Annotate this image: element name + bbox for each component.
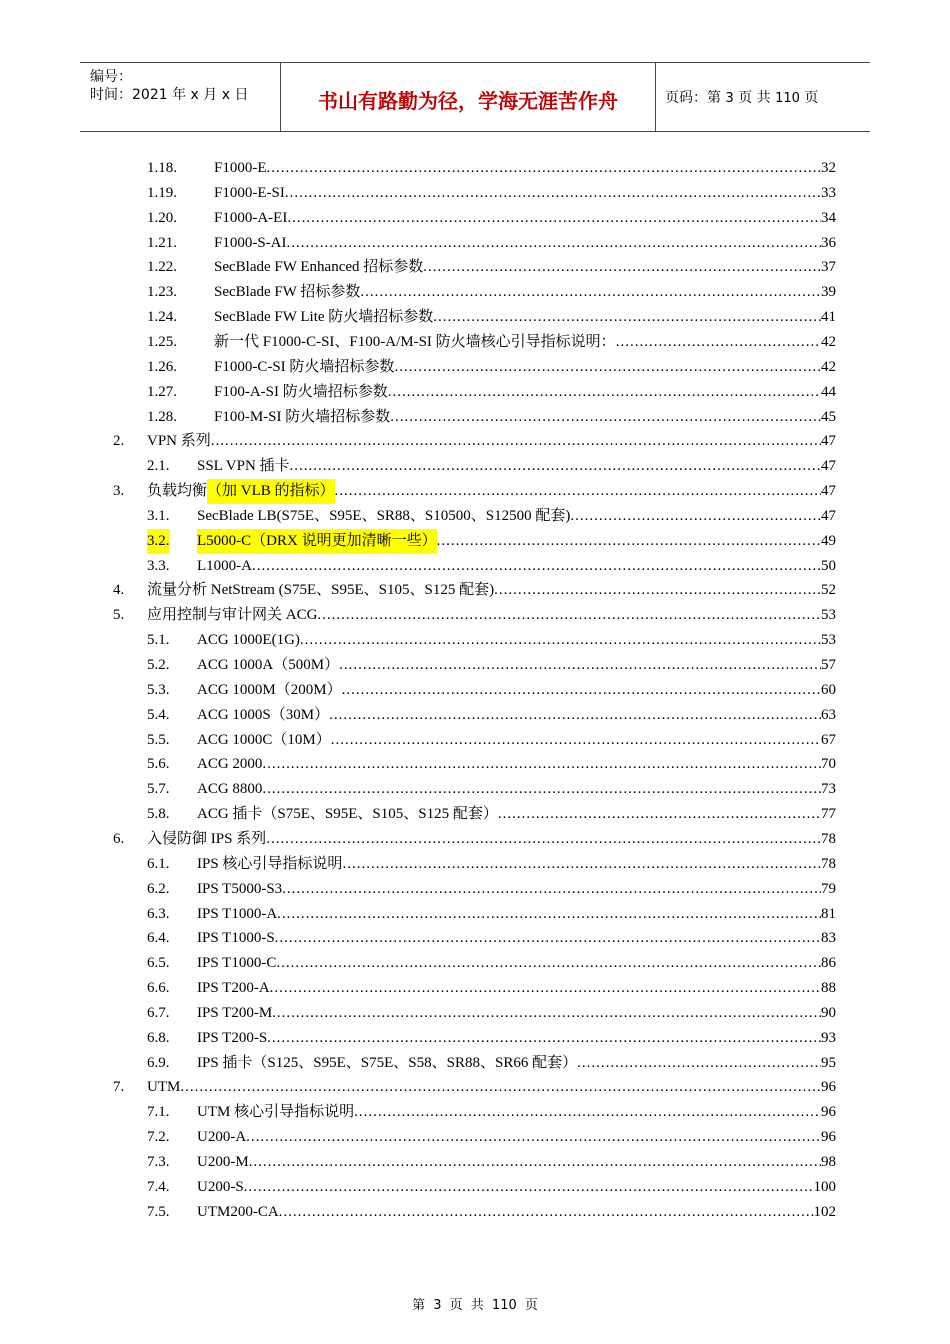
toc-number: 7.1. bbox=[147, 1104, 170, 1121]
toc-title-line bbox=[197, 777, 836, 802]
toc-title: ACG 1000S（30M） bbox=[197, 706, 330, 723]
toc-title-line bbox=[197, 1150, 836, 1175]
toc-leader-dots bbox=[388, 380, 821, 405]
toc-number: 1.18. bbox=[147, 160, 177, 176]
toc-leader-dots bbox=[342, 852, 821, 877]
toc-page-number: 39 bbox=[821, 284, 836, 301]
toc-entry[interactable] bbox=[0, 1051, 950, 1076]
toc-title: SecBlade LB(S75E、S95E、SR88、S10500、S12500 配套) bbox=[197, 507, 571, 524]
toc-number: 7.4. bbox=[147, 1178, 170, 1195]
toc-number: 7.2. bbox=[147, 1129, 170, 1146]
toc-number: 1.27. bbox=[147, 383, 177, 400]
toc-page-number: 90 bbox=[821, 1004, 836, 1021]
toc-page-number: 42 bbox=[821, 358, 836, 375]
toc-page-number: 34 bbox=[821, 209, 836, 226]
toc-page-number: 45 bbox=[821, 408, 836, 425]
toc-leader-dots bbox=[246, 1125, 821, 1150]
toc-number: 6.6. bbox=[147, 980, 170, 997]
toc-title-line bbox=[197, 728, 836, 753]
toc-page-number: 95 bbox=[821, 1054, 836, 1071]
toc-page-number: 81 bbox=[821, 905, 836, 922]
toc-leader-dots bbox=[276, 951, 821, 976]
toc-page-number: 53 bbox=[821, 607, 836, 624]
toc-leader-dots bbox=[262, 752, 821, 777]
toc-leader-dots bbox=[394, 355, 821, 380]
toc-page-number: 70 bbox=[821, 756, 836, 773]
toc-title-line bbox=[147, 429, 836, 454]
toc-leader-dots bbox=[272, 1001, 821, 1026]
page-prefix: 页码：第 bbox=[665, 90, 721, 106]
toc-title: F100-M-SI 防火墙招标参数 bbox=[214, 408, 391, 425]
toc-number: 3.1. bbox=[147, 507, 170, 524]
toc-title: UTM200-CA bbox=[197, 1203, 279, 1220]
toc-page-number: 102 bbox=[813, 1203, 836, 1220]
toc-number: 3. bbox=[113, 483, 125, 500]
toc-page-number: 49 bbox=[821, 532, 836, 549]
toc-title-line bbox=[214, 231, 836, 256]
toc-title: SSL VPN 插卡 bbox=[197, 458, 290, 475]
toc-title: SecBlade FW 招标参数 bbox=[214, 284, 361, 301]
toc-entry[interactable] bbox=[0, 305, 950, 330]
header-page-info bbox=[665, 87, 818, 107]
toc-title-line bbox=[197, 1175, 836, 1200]
toc-title-line bbox=[147, 603, 836, 628]
toc-leader-dots bbox=[279, 1200, 814, 1225]
toc-leader-dots bbox=[290, 454, 821, 479]
toc-title-line bbox=[197, 1200, 836, 1225]
toc-number: 1.20. bbox=[147, 209, 177, 226]
toc-entry[interactable] bbox=[0, 1125, 950, 1150]
toc-number: 5.8. bbox=[147, 806, 170, 823]
toc-page-number: 78 bbox=[821, 830, 836, 847]
toc-entry[interactable] bbox=[0, 777, 950, 802]
toc-title: U200-A bbox=[197, 1129, 247, 1146]
toc-number: 6.4. bbox=[147, 930, 170, 947]
toc-number: 5.1. bbox=[147, 632, 170, 649]
toc-entry[interactable] bbox=[0, 752, 950, 777]
toc-number: 1.22. bbox=[147, 259, 177, 276]
toc-entry[interactable] bbox=[0, 976, 950, 1001]
page-header bbox=[80, 62, 870, 132]
toc-number: 6.1. bbox=[147, 855, 170, 872]
toc-entry[interactable] bbox=[0, 255, 950, 280]
toc-title: ACG 8800 bbox=[197, 781, 263, 798]
page-middle: 页 共 bbox=[738, 90, 771, 106]
toc-page-number: 78 bbox=[821, 855, 836, 872]
toc-title: 新一代 F1000-C-SI、F100-A/M-SI 防火墙核心引导指标说明： bbox=[214, 333, 616, 350]
toc-title-line bbox=[197, 926, 836, 951]
toc-number: 7.3. bbox=[147, 1154, 170, 1170]
toc-title: SecBlade FW Enhanced 招标参数 bbox=[214, 259, 424, 276]
toc-entry[interactable] bbox=[0, 181, 950, 206]
toc-title: IPS T200-A bbox=[197, 980, 270, 997]
toc-leader-dots bbox=[262, 777, 821, 802]
toc-page-number: 63 bbox=[821, 706, 836, 723]
toc-entry[interactable] bbox=[0, 156, 950, 181]
header-page-cell bbox=[655, 63, 870, 131]
toc-title: ACG 插卡（S75E、S95E、S105、S125 配套） bbox=[197, 806, 498, 823]
toc-page-number: 60 bbox=[821, 681, 836, 698]
toc-title-line bbox=[214, 255, 836, 280]
toc-title: IPS T5000-S3 bbox=[197, 880, 283, 897]
toc-title-line bbox=[197, 454, 836, 479]
toc-entry[interactable] bbox=[0, 603, 950, 628]
toc-entry[interactable] bbox=[0, 529, 950, 554]
toc-leader-dots bbox=[616, 330, 821, 355]
toc-number: 6.9. bbox=[147, 1054, 170, 1071]
toc-leader-dots bbox=[329, 703, 821, 728]
toc-entry[interactable] bbox=[0, 1075, 950, 1100]
toc-entry[interactable] bbox=[0, 951, 950, 976]
toc-page-number: 73 bbox=[821, 781, 836, 798]
toc-title: ACG 1000A（500M） bbox=[197, 657, 340, 673]
toc-title-line bbox=[197, 678, 836, 703]
toc-leader-dots bbox=[577, 1051, 821, 1076]
toc-title: 入侵防御 IPS 系列 bbox=[147, 830, 267, 847]
toc-entry[interactable] bbox=[0, 628, 950, 653]
toc-leader-dots bbox=[570, 504, 821, 529]
toc-entry[interactable] bbox=[0, 728, 950, 753]
toc-page-number: 47 bbox=[821, 507, 836, 524]
toc-leader-dots bbox=[267, 1026, 821, 1051]
toc-page-number: 41 bbox=[821, 309, 836, 326]
toc-entry[interactable] bbox=[0, 1175, 950, 1200]
toc-leader-dots bbox=[282, 877, 821, 902]
toc-number: 5. bbox=[113, 607, 125, 624]
toc-entry[interactable] bbox=[0, 578, 950, 603]
toc-entry[interactable] bbox=[0, 653, 950, 678]
toc-title: IPS T1000-C bbox=[197, 955, 277, 972]
toc-title-line bbox=[197, 1125, 836, 1150]
toc-page-number: 52 bbox=[821, 582, 836, 599]
toc-title-line bbox=[147, 1075, 836, 1100]
toc-page-number: 67 bbox=[821, 731, 836, 748]
toc-page-number: 47 bbox=[821, 458, 836, 475]
toc-page-number: 98 bbox=[821, 1154, 836, 1170]
toc-leader-dots bbox=[360, 280, 821, 305]
toc-leader-dots bbox=[211, 429, 821, 454]
toc-number: 2. bbox=[113, 433, 125, 450]
toc-entry[interactable] bbox=[0, 405, 950, 430]
toc-title-line bbox=[197, 1051, 836, 1076]
toc-number: 1.25. bbox=[147, 333, 177, 350]
toc-entry[interactable] bbox=[0, 206, 950, 231]
toc-entry[interactable] bbox=[0, 1026, 950, 1051]
toc-leader-dots bbox=[267, 156, 822, 181]
toc-leader-dots bbox=[317, 603, 821, 628]
toc-title-line bbox=[214, 156, 836, 181]
toc-title-line bbox=[197, 902, 836, 927]
toc-entry[interactable] bbox=[0, 1100, 950, 1125]
toc-number: 6.8. bbox=[147, 1029, 170, 1046]
toc-title-note: （加 VLB 的指标） bbox=[207, 479, 335, 504]
toc-leader-dots bbox=[390, 405, 821, 430]
toc-leader-dots bbox=[287, 206, 821, 231]
toc-page-number: 44 bbox=[821, 383, 836, 400]
toc-title-line bbox=[214, 206, 836, 231]
toc-number: 1.26. bbox=[147, 358, 177, 375]
header-motto-cell bbox=[280, 63, 656, 131]
toc-leader-dots bbox=[277, 902, 821, 927]
toc-leader-dots bbox=[249, 1150, 821, 1175]
toc-title: UTM 核心引导指标说明 bbox=[197, 1104, 355, 1121]
toc-entry[interactable] bbox=[0, 330, 950, 355]
toc-title-line bbox=[197, 628, 836, 653]
toc-number: 6.3. bbox=[147, 905, 170, 922]
time-label: 时间：2021 年 x 月 x 日 bbox=[90, 87, 249, 103]
toc-page-number: 53 bbox=[821, 632, 836, 649]
toc-number: 6.7. bbox=[147, 1004, 170, 1021]
toc-title: ACG 1000E(1G) bbox=[197, 632, 300, 649]
toc-title-line bbox=[197, 1001, 836, 1026]
toc-title-line bbox=[197, 653, 836, 678]
toc-title-line bbox=[214, 405, 836, 430]
toc-page-number: 50 bbox=[821, 557, 836, 574]
toc-title: 流量分析 NetStream (S75E、S95E、S105、S125 配套) bbox=[147, 582, 495, 599]
toc-number: 5.5. bbox=[147, 731, 170, 748]
toc-number: 5.6. bbox=[147, 756, 170, 773]
toc-number: 1.23. bbox=[147, 284, 177, 301]
toc-title: F100-A-SI 防火墙招标参数 bbox=[214, 383, 388, 400]
toc-leader-dots bbox=[498, 802, 821, 827]
toc-title: IPS 插卡（S125、S95E、S75E、S58、SR88、SR66 配套） bbox=[197, 1054, 578, 1071]
toc-page-number: 33 bbox=[821, 184, 836, 201]
toc-page-number: 86 bbox=[821, 955, 836, 972]
toc-leader-dots bbox=[300, 628, 821, 653]
page-footer: 第 3 页 共 110 页 bbox=[412, 1298, 538, 1313]
toc-page-number: 88 bbox=[821, 980, 836, 997]
toc-title-line bbox=[197, 877, 836, 902]
toc-title: L5000-C（DRX 说明更加清晰一些） bbox=[197, 529, 437, 554]
toc-title-line bbox=[214, 380, 836, 405]
toc-title-line bbox=[197, 1100, 836, 1125]
toc-title-line bbox=[147, 827, 836, 852]
toc-number: 1.19. bbox=[147, 184, 177, 201]
toc-leader-dots bbox=[437, 529, 821, 554]
toc-number: 4. bbox=[113, 582, 125, 599]
toc-title-line bbox=[197, 852, 836, 877]
toc-page-number: 47 bbox=[821, 433, 836, 450]
toc-title: F1000-E-SI bbox=[214, 184, 285, 201]
toc-entry[interactable] bbox=[0, 454, 950, 479]
toc-title-line bbox=[214, 280, 836, 305]
header-meta-cell bbox=[80, 63, 280, 131]
toc-leader-dots bbox=[354, 1100, 821, 1125]
toc-entry[interactable] bbox=[0, 926, 950, 951]
toc-number: 3.3. bbox=[147, 557, 170, 574]
toc-title: F1000-E bbox=[214, 160, 267, 176]
toc-title: L1000-A bbox=[197, 557, 252, 574]
toc-title: 负载均衡 bbox=[147, 483, 208, 500]
toc-page-number: 57 bbox=[821, 657, 836, 673]
toc-title: IPS 核心引导指标说明 bbox=[197, 855, 343, 872]
toc-number: 3.2. bbox=[147, 529, 170, 554]
toc-number: 1.21. bbox=[147, 234, 177, 251]
page-current: 3 bbox=[725, 91, 734, 106]
toc-page-number: 100 bbox=[813, 1178, 836, 1195]
toc-page-number: 83 bbox=[821, 930, 836, 947]
toc-number: 5.4. bbox=[147, 706, 170, 723]
toc-leader-dots bbox=[339, 653, 821, 678]
toc-entry[interactable] bbox=[0, 877, 950, 902]
toc-title-line bbox=[147, 578, 836, 603]
toc-title: IPS T1000-A bbox=[197, 905, 278, 922]
toc-leader-dots bbox=[331, 728, 821, 753]
toc-entry[interactable] bbox=[0, 827, 950, 852]
toc-number: 1.28. bbox=[147, 408, 177, 425]
toc-leader-dots bbox=[494, 578, 821, 603]
toc-leader-dots bbox=[285, 181, 821, 206]
toc-title: ACG 1000M（200M） bbox=[197, 681, 342, 698]
toc-number: 2.1. bbox=[147, 458, 170, 475]
toc-entry[interactable] bbox=[0, 479, 950, 504]
toc-title-line bbox=[214, 330, 836, 355]
toc-leader-dots bbox=[180, 1075, 821, 1100]
toc-number: 6.2. bbox=[147, 880, 170, 897]
toc-page-number: 96 bbox=[821, 1129, 836, 1146]
toc-title: IPS T200-S bbox=[197, 1029, 268, 1046]
toc-title: F1000-A-EI bbox=[214, 209, 288, 226]
toc-page-number: 47 bbox=[821, 483, 836, 500]
toc-leader-dots bbox=[335, 479, 821, 504]
toc-entry[interactable] bbox=[0, 1200, 950, 1225]
toc-page-number: 77 bbox=[821, 806, 836, 823]
toc-title: ACG 1000C（10M） bbox=[197, 731, 331, 748]
toc-entry[interactable] bbox=[0, 429, 950, 454]
toc-title-line bbox=[197, 554, 836, 579]
toc-title-line bbox=[197, 529, 836, 554]
toc-entry[interactable] bbox=[0, 554, 950, 579]
toc-title-line bbox=[197, 504, 836, 529]
toc-title-line bbox=[197, 976, 836, 1001]
toc-page-number: 96 bbox=[821, 1104, 836, 1121]
toc-number: 6. bbox=[113, 830, 125, 847]
toc-number: 5.2. bbox=[147, 657, 170, 673]
toc-entry[interactable] bbox=[0, 1150, 950, 1175]
toc-title: F1000-S-AI bbox=[214, 234, 287, 251]
toc-title: VPN 系列 bbox=[147, 433, 211, 450]
toc-title-line bbox=[197, 1026, 836, 1051]
toc-entry[interactable] bbox=[0, 231, 950, 256]
toc-title: IPS T1000-S bbox=[197, 930, 275, 947]
toc-number: 7.5. bbox=[147, 1203, 170, 1220]
toc-number: 5.7. bbox=[147, 781, 170, 798]
toc-page-number: 79 bbox=[821, 880, 836, 897]
toc-entry[interactable] bbox=[0, 678, 950, 703]
toc-leader-dots bbox=[244, 1175, 814, 1200]
toc-title-line bbox=[147, 479, 836, 504]
toc-title: U200-S bbox=[197, 1178, 244, 1195]
toc-title: U200-M bbox=[197, 1154, 249, 1170]
toc-title: SecBlade FW Lite 防火墙招标参数 bbox=[214, 309, 434, 326]
toc-number: 6.5. bbox=[147, 955, 170, 972]
toc-title: IPS T200-M bbox=[197, 1004, 273, 1021]
page-total: 110 bbox=[775, 91, 800, 106]
toc-page-number: 96 bbox=[821, 1079, 836, 1096]
toc-title: ACG 2000 bbox=[197, 756, 263, 773]
toc-title-line bbox=[197, 752, 836, 777]
toc-entry[interactable] bbox=[0, 902, 950, 927]
toc-page-number: 42 bbox=[821, 333, 836, 350]
toc-entry[interactable] bbox=[0, 380, 950, 405]
toc-entry[interactable] bbox=[0, 280, 950, 305]
toc-number: 5.3. bbox=[147, 681, 170, 698]
toc-leader-dots bbox=[342, 678, 821, 703]
toc-title: F1000-C-SI 防火墙招标参数 bbox=[214, 358, 395, 375]
toc-title-line bbox=[197, 951, 836, 976]
toc-title-line bbox=[197, 703, 836, 728]
toc-leader-dots bbox=[270, 976, 821, 1001]
toc-leader-dots bbox=[252, 554, 821, 579]
toc-number: 7. bbox=[113, 1079, 125, 1096]
toc-leader-dots bbox=[423, 255, 821, 280]
toc-leader-dots bbox=[266, 827, 821, 852]
toc-leader-dots bbox=[275, 926, 821, 951]
toc-title-line bbox=[214, 355, 836, 380]
toc-page-number: 37 bbox=[821, 259, 836, 276]
toc-title: 应用控制与审计网关 ACG bbox=[147, 607, 318, 624]
serial-label: 编号： bbox=[90, 69, 132, 85]
toc-entry[interactable] bbox=[0, 355, 950, 380]
toc-entry[interactable] bbox=[0, 852, 950, 877]
toc-title: UTM bbox=[147, 1079, 181, 1096]
page-suffix: 页 bbox=[804, 90, 819, 106]
toc-entry[interactable] bbox=[0, 1001, 950, 1026]
toc-leader-dots bbox=[433, 305, 821, 330]
toc-number: 1.24. bbox=[147, 309, 177, 326]
toc-entry[interactable] bbox=[0, 504, 950, 529]
toc-entry[interactable] bbox=[0, 703, 950, 728]
toc-page-number: 32 bbox=[821, 160, 836, 176]
toc-title-line bbox=[214, 305, 836, 330]
toc-title-line bbox=[197, 802, 836, 827]
motto-text: 书山有路勤为径，学海无涯苦作舟 bbox=[318, 89, 618, 113]
toc-entry[interactable] bbox=[0, 802, 950, 827]
toc-title-line bbox=[214, 181, 836, 206]
toc-leader-dots bbox=[287, 231, 821, 256]
toc-page-number: 36 bbox=[821, 234, 836, 251]
toc-page-number: 93 bbox=[821, 1029, 836, 1046]
